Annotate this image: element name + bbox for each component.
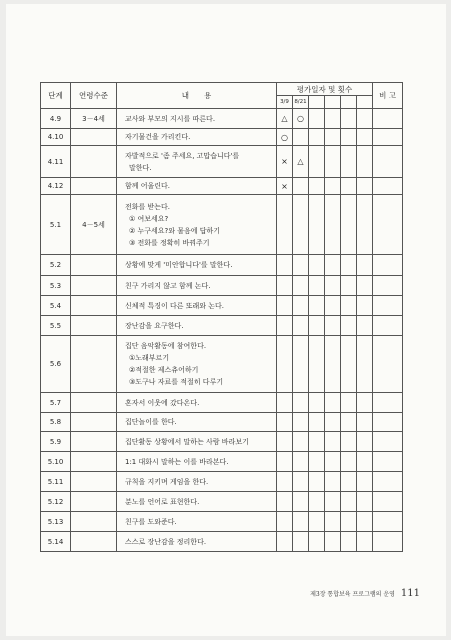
content-cell	[117, 532, 277, 552]
eval-mark-cell	[293, 432, 309, 452]
content-line: 1:1 대화시 말하는 이를 바라본다.	[125, 457, 229, 466]
table-row	[41, 129, 403, 146]
content-cell	[117, 472, 277, 492]
content-cell	[117, 413, 277, 432]
content-subitem: ①노래부르기	[129, 354, 170, 362]
eval-mark-cell	[357, 512, 373, 532]
page-footer	[310, 588, 420, 599]
document-page	[6, 4, 446, 636]
table-row	[41, 178, 403, 195]
content-line: 규칙을 지키며 게임을 한다.	[125, 477, 209, 486]
eval-mark-cell	[309, 129, 325, 146]
step-cell: 5.7	[41, 393, 71, 413]
note-cell	[373, 512, 403, 532]
eval-mark-cell	[341, 276, 357, 296]
note-cell	[373, 452, 403, 472]
eval-mark-cell	[325, 532, 341, 552]
content-cell	[117, 512, 277, 532]
note-cell	[373, 109, 403, 129]
content-line: 혼자서 이웃에 갔다온다.	[125, 398, 200, 407]
eval-mark-cell: △	[293, 146, 309, 178]
age-cell	[71, 316, 117, 336]
note-cell	[373, 296, 403, 316]
eval-mark-cell	[277, 276, 293, 296]
eval-mark-cell	[325, 336, 341, 393]
table-row	[41, 316, 403, 336]
note-cell	[373, 492, 403, 512]
note-cell	[373, 413, 403, 432]
eval-mark-cell	[357, 316, 373, 336]
note-cell	[373, 129, 403, 146]
age-cell	[71, 413, 117, 432]
eval-mark-cell	[325, 393, 341, 413]
content-cell	[117, 316, 277, 336]
content-line: 교사와 부모의 지시를 따른다.	[125, 114, 216, 123]
eval-mark-cell	[277, 336, 293, 393]
eval-mark-cell	[309, 178, 325, 195]
eval-mark-cell	[325, 276, 341, 296]
age-cell	[71, 296, 117, 316]
eval-mark-cell	[357, 393, 373, 413]
eval-mark-cell	[357, 336, 373, 393]
table-row	[41, 296, 403, 316]
table-row	[41, 492, 403, 512]
step-cell: 4.12	[41, 178, 71, 195]
eval-mark-cell	[277, 432, 293, 452]
eval-mark-cell	[341, 316, 357, 336]
eval-mark-cell	[277, 255, 293, 276]
note-cell	[373, 336, 403, 393]
header-content: 내 용	[117, 83, 277, 109]
note-cell	[373, 146, 403, 178]
step-cell: 5.9	[41, 432, 71, 452]
note-cell	[373, 178, 403, 195]
content-cell	[117, 393, 277, 413]
content-cell	[117, 255, 277, 276]
step-cell: 5.4	[41, 296, 71, 316]
eval-mark-cell	[293, 512, 309, 532]
eval-mark-cell	[357, 178, 373, 195]
table-row	[41, 336, 403, 393]
header-note: 비 고	[373, 83, 403, 109]
eval-mark-cell	[325, 512, 341, 532]
content-line: 상황에 맞게 '미안합니다'를 말한다.	[125, 261, 233, 269]
content-line: 친구를 도와준다.	[125, 517, 177, 526]
note-cell	[373, 532, 403, 552]
eval-mark-cell	[357, 146, 373, 178]
content-cell	[117, 452, 277, 472]
table-row	[41, 393, 403, 413]
eval-mark-cell: ×	[277, 178, 293, 195]
eval-mark-cell	[325, 413, 341, 432]
content-subitem: ③도구나 자료를 적절히 다루기	[129, 378, 224, 386]
content-subitem: ① 여보세요?	[129, 214, 169, 223]
eval-mark-cell	[357, 413, 373, 432]
eval-mark-cell	[293, 195, 309, 255]
eval-mark-cell	[277, 532, 293, 552]
eval-mark-cell	[341, 129, 357, 146]
content-subitem: ②적절한 제스츄어하기	[129, 366, 199, 374]
age-cell	[71, 492, 117, 512]
table-row	[41, 452, 403, 472]
content-line: 분노를 언어로 표현한다.	[125, 497, 200, 506]
content-cell	[117, 195, 277, 255]
eval-mark-cell	[293, 413, 309, 432]
eval-mark-cell	[325, 316, 341, 336]
eval-mark-cell	[341, 512, 357, 532]
content-subitem: ③ 전화를 정확히 바꿔주기	[129, 238, 210, 247]
table-row	[41, 472, 403, 492]
content-cell	[117, 129, 277, 146]
table-row	[41, 109, 403, 129]
eval-mark-cell	[325, 109, 341, 129]
note-cell	[373, 195, 403, 255]
header-date-4	[325, 96, 341, 109]
eval-mark-cell	[293, 255, 309, 276]
evaluation-table	[40, 82, 403, 552]
eval-mark-cell	[293, 276, 309, 296]
eval-mark-cell	[309, 472, 325, 492]
age-cell	[71, 472, 117, 492]
eval-mark-cell	[277, 413, 293, 432]
eval-mark-cell	[341, 472, 357, 492]
table-row	[41, 195, 403, 255]
eval-mark-cell	[277, 195, 293, 255]
content-cell	[117, 336, 277, 393]
eval-mark-cell	[341, 296, 357, 316]
step-cell: 5.5	[41, 316, 71, 336]
age-cell	[71, 255, 117, 276]
step-cell: 4.10	[41, 129, 71, 146]
eval-mark-cell	[341, 532, 357, 552]
eval-mark-cell	[341, 109, 357, 129]
step-cell: 4.11	[41, 146, 71, 178]
step-cell: 5.8	[41, 413, 71, 432]
eval-mark-cell	[309, 109, 325, 129]
eval-mark-cell	[325, 146, 341, 178]
eval-mark-cell	[293, 296, 309, 316]
eval-mark-cell: ○	[293, 109, 309, 129]
eval-mark-cell	[277, 452, 293, 472]
eval-mark-cell	[293, 452, 309, 472]
eval-mark-cell	[277, 512, 293, 532]
eval-mark-cell	[309, 276, 325, 296]
age-cell	[71, 178, 117, 195]
age-cell	[71, 512, 117, 532]
content-line: 자기물건을 가리킨다.	[125, 133, 191, 141]
content-line: 집단활동 상황에서 말하는 사람 바라보기	[125, 437, 249, 446]
note-cell	[373, 393, 403, 413]
eval-mark-cell	[309, 432, 325, 452]
eval-mark-cell	[341, 255, 357, 276]
content-cell	[117, 276, 277, 296]
eval-mark-cell	[277, 296, 293, 316]
eval-mark-cell	[309, 146, 325, 178]
header-age: 연령수준	[71, 83, 117, 109]
age-cell	[71, 432, 117, 452]
eval-mark-cell	[309, 452, 325, 472]
step-cell: 5.6	[41, 336, 71, 393]
eval-mark-cell	[357, 109, 373, 129]
eval-mark-cell: △	[277, 109, 293, 129]
table-row	[41, 532, 403, 552]
table-row	[41, 276, 403, 296]
eval-mark-cell	[341, 452, 357, 472]
header-date-6	[357, 96, 373, 109]
eval-mark-cell	[309, 296, 325, 316]
eval-mark-cell	[341, 393, 357, 413]
eval-mark-cell	[309, 512, 325, 532]
table-row	[41, 512, 403, 532]
eval-mark-cell	[293, 492, 309, 512]
content-cell	[117, 492, 277, 512]
content-line: 자발적으로 '좀 주세요, 고맙습니다'를	[125, 151, 240, 160]
eval-mark-cell	[357, 195, 373, 255]
eval-mark-cell	[325, 452, 341, 472]
eval-mark-cell	[357, 492, 373, 512]
step-cell: 5.11	[41, 472, 71, 492]
content-line: 전화를 받는다.	[125, 202, 171, 211]
eval-mark-cell	[357, 472, 373, 492]
eval-mark-cell	[325, 432, 341, 452]
note-cell	[373, 276, 403, 296]
content-cell	[117, 296, 277, 316]
eval-mark-cell	[277, 316, 293, 336]
content-line: 친구 가리지 않고 함께 논다.	[125, 281, 211, 290]
header-eval-dates: 평가일자 및 횟수	[277, 83, 373, 96]
note-cell	[373, 472, 403, 492]
eval-mark-cell	[309, 316, 325, 336]
eval-mark-cell	[325, 296, 341, 316]
eval-mark-cell	[357, 532, 373, 552]
eval-mark-cell	[309, 532, 325, 552]
eval-mark-cell: ○	[277, 129, 293, 146]
eval-mark-cell	[309, 393, 325, 413]
note-cell	[373, 432, 403, 452]
content-cell	[117, 146, 277, 178]
eval-mark-cell	[325, 492, 341, 512]
eval-mark-cell	[341, 195, 357, 255]
eval-mark-cell	[341, 492, 357, 512]
eval-mark-cell	[357, 432, 373, 452]
eval-mark-cell	[341, 413, 357, 432]
eval-mark-cell	[357, 452, 373, 472]
header-date-1: 3/9	[277, 96, 293, 109]
eval-mark-cell	[293, 336, 309, 393]
eval-mark-cell	[357, 296, 373, 316]
eval-mark-cell	[309, 195, 325, 255]
step-cell: 5.10	[41, 452, 71, 472]
table-row	[41, 255, 403, 276]
eval-mark-cell	[325, 178, 341, 195]
eval-mark-cell	[309, 255, 325, 276]
content-line: 스스로 장난감을 정리한다.	[125, 537, 207, 546]
eval-mark-cell	[293, 129, 309, 146]
note-cell	[373, 316, 403, 336]
content-line: 신체적 특징이 다른 또래와 논다.	[125, 301, 225, 310]
header-date-3	[309, 96, 325, 109]
content-cell	[117, 109, 277, 129]
page-number: 111	[400, 588, 420, 599]
eval-mark-cell	[325, 255, 341, 276]
eval-mark-cell	[325, 472, 341, 492]
header-date-2: 8/21	[293, 96, 309, 109]
eval-mark-cell	[325, 195, 341, 255]
step-cell: 5.2	[41, 255, 71, 276]
eval-mark-cell	[293, 178, 309, 195]
eval-mark-cell	[277, 472, 293, 492]
note-cell	[373, 255, 403, 276]
eval-mark-cell	[293, 532, 309, 552]
eval-mark-cell	[277, 492, 293, 512]
eval-mark-cell	[341, 336, 357, 393]
age-cell	[71, 276, 117, 296]
content-cell	[117, 432, 277, 452]
table-row	[41, 413, 403, 432]
content-line: 함께 어울린다.	[125, 182, 171, 190]
eval-mark-cell	[293, 472, 309, 492]
age-cell	[71, 393, 117, 413]
eval-mark-cell	[357, 129, 373, 146]
table-row	[41, 146, 403, 178]
age-cell: 4－5세	[71, 195, 117, 255]
step-cell: 4.9	[41, 109, 71, 129]
eval-mark-cell	[341, 178, 357, 195]
step-cell: 5.3	[41, 276, 71, 296]
content-subitem: 말한다.	[129, 163, 152, 172]
step-cell: 5.12	[41, 492, 71, 512]
header-step: 단계	[41, 83, 71, 109]
eval-mark-cell	[357, 255, 373, 276]
eval-mark-cell	[325, 129, 341, 146]
chapter-title: 제3장 통합보육 프로그램의 운영	[310, 591, 395, 598]
content-subitem: ② 누구세요?와 물음에 답하기	[129, 226, 221, 235]
eval-mark-cell	[341, 432, 357, 452]
content-line: 집단 음악활동에 참여한다.	[125, 342, 207, 350]
eval-mark-cell	[293, 316, 309, 336]
content-line: 집단놀이를 한다.	[125, 418, 177, 426]
age-cell	[71, 129, 117, 146]
header-date-5	[341, 96, 357, 109]
age-cell	[71, 146, 117, 178]
eval-mark-cell: ×	[277, 146, 293, 178]
eval-mark-cell	[341, 146, 357, 178]
eval-mark-cell	[309, 492, 325, 512]
table-row	[41, 432, 403, 452]
age-cell: 3－4세	[71, 109, 117, 129]
step-cell: 5.13	[41, 512, 71, 532]
age-cell	[71, 452, 117, 472]
eval-mark-cell	[277, 393, 293, 413]
age-cell	[71, 336, 117, 393]
eval-mark-cell	[309, 413, 325, 432]
eval-mark-cell	[357, 276, 373, 296]
step-cell: 5.1	[41, 195, 71, 255]
eval-mark-cell	[293, 393, 309, 413]
content-line: 장난감을 요구한다.	[125, 321, 184, 330]
step-cell: 5.14	[41, 532, 71, 552]
age-cell	[71, 532, 117, 552]
eval-mark-cell	[309, 336, 325, 393]
content-cell	[117, 178, 277, 195]
